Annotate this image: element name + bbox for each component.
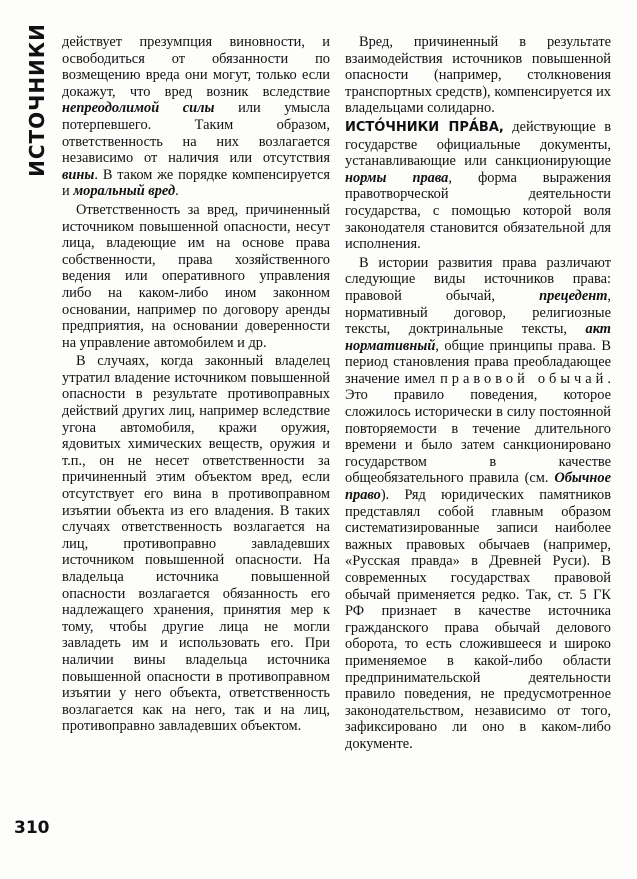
text-run: . В таком же порядке компенсируется и <box>62 166 330 200</box>
right-column <box>345 34 611 753</box>
left-paragraph-3: В случаях, когда законный владелец утратил владение источником повышенной опасности в результате противоправных действий других лиц, например вследствие угона автомобиля, кражи оружия, ядовитых химических веществ, оружия и т.п., он не несет ответственности за причиненный этим объектом вред, если отсутствует его вина в противоправном изъятии объекта из его владения. В таких случаях ответственность возлагается на лиц, противоправно завладевших источником повышенной опасности. На владельца источника повышенной опасности возлагается обязанность его надлежащего хранения, принятия мер к тому, чтобы другие лица не могли завладеть им и использовать его. При наличии вины владельца источника повышенной опасности в противоправном изъятии у него объекта, ответственность возлагается как на него, так и на лиц, противоправно завладевших объектом. <box>62 353 330 735</box>
text-run: , нормативный договор, религиозные тексты, доктринальные тексты, <box>345 287 611 338</box>
spaced-emphasis: правовой обычай <box>440 370 608 387</box>
page-number: 310 <box>14 818 50 838</box>
left-column <box>62 34 330 735</box>
cross-reference: прецедент <box>539 287 608 304</box>
text-run: . <box>175 183 179 200</box>
section-side-label-text: ИСТОЧНИКИ <box>25 23 49 177</box>
cross-reference: нормы права <box>345 169 449 186</box>
left-paragraph-2: Ответственность за вред, причиненный источником повышенной опасности, несут лица, владеющие им на основе права собственности, права хозяйственного ведения или оперативного управления либо на каком-либо ином законном основании, например по договору аренды предприятия, на основании доверенности на управление автомобилем и др. <box>62 201 330 351</box>
text-run: . Это правило поведения, которое сложилось исторически в силу постоянной повторяемости в течение длительного времени и было затем санкционировано государством в качестве общеобязательного правила (см. <box>345 370 611 487</box>
entry-headword: ИСТО́ЧНИКИ ПРА́ВА, <box>345 119 504 135</box>
left-paragraph-1 <box>62 34 330 200</box>
section-side-label <box>22 23 52 177</box>
text-run: В истории развития права различают следующие виды источников права: правовой обычай, <box>345 254 611 304</box>
right-paragraph-1: Вред, причиненный в результате взаимодействия источников повышенной опасности (например, столкновения транспортных средств), компенсируется их владельцами солидарно. <box>345 34 611 117</box>
cross-reference: непреодолимой силы <box>62 100 215 117</box>
cross-reference: моральный вред <box>73 183 176 200</box>
text-run: действует презумпция виновности, и освободиться от обязанности по возмещению вреда они могут, только если докажут, что вред возник вследствие <box>62 34 330 100</box>
text-run: ). Ряд юридических памятников представлял собой главным образом систематизированные записи наиболее важных правовых обычаев (например, «Русская правда» в Древней Руси). В современных государствах правовой обычай применяется редко. Так, ст. 5 ГК РФ признает в качестве источника гражданского права обычай делового оборота, то есть сложившееся и широко применяемое в какой-либо области предпринимательской деятельности правило поведения, не предусмотренное законодательством, независимо от того, зафиксировано ли оно в каком-либо документе. <box>345 487 611 752</box>
text-run: , общие принципы права. В период становления права преобладающее значение имел <box>345 337 611 387</box>
cross-reference: акт нормативный <box>345 321 611 354</box>
text-run: действующие в государстве официальные документы, устанавливающие или санкционирующие <box>345 118 611 170</box>
cross-reference: вины <box>62 166 95 183</box>
entry-istochniki-prava <box>345 119 611 253</box>
right-paragraph-3 <box>345 255 611 753</box>
text-run: , форма выражения правотворческой деятельности государства, с помощью которой воля законодателя становится обязательной для исполнения. <box>345 169 611 253</box>
text-run: или умысла потерпевшего. Таким образом, ответственность на них возлагается независимо от наличия или отсутствия <box>62 100 331 167</box>
cross-reference: Обычное право <box>345 470 611 504</box>
